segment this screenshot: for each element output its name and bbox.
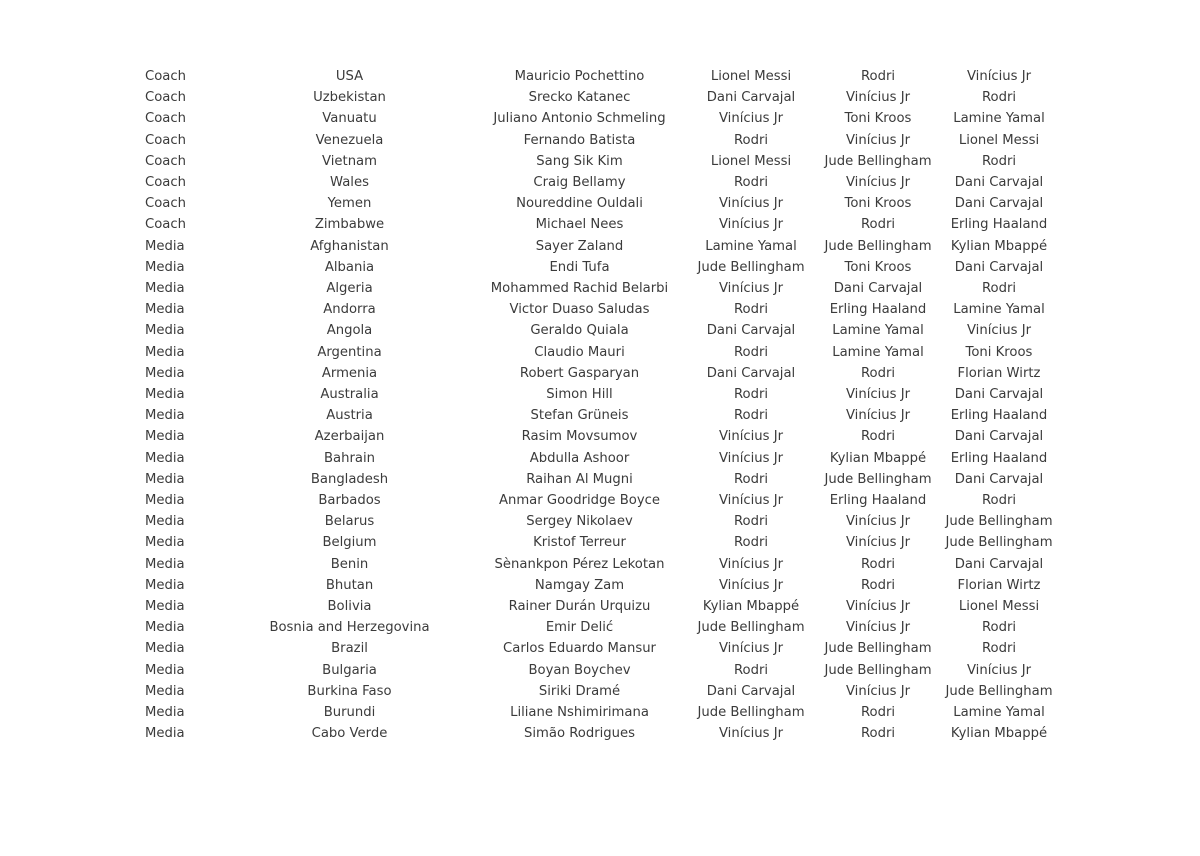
cell-voter: Rainer Durán Urquizu bbox=[508, 599, 651, 615]
cell-role: Coach bbox=[145, 111, 186, 127]
cell-first: Lionel Messi bbox=[710, 69, 792, 84]
cell-second: Dani Carvajal bbox=[833, 281, 923, 297]
cell-third: Dani Carvajal bbox=[954, 429, 1044, 445]
cell-second: Vinícius Jr bbox=[845, 514, 911, 530]
cell-third: Lamine Yamal bbox=[953, 705, 1045, 721]
cell-voter: Sènankpon Pérez Lekotan bbox=[494, 556, 665, 572]
cell-assoc: Bhutan bbox=[325, 577, 374, 593]
cell-assoc: Vietnam bbox=[322, 153, 377, 169]
cell-first: Rodri bbox=[733, 408, 769, 424]
cell-voter: Simon Hill bbox=[546, 387, 613, 403]
cell-third: Florian Wirtz bbox=[957, 365, 1041, 381]
cell-third: Kylian Mbappé bbox=[950, 726, 1048, 742]
cell-second: Toni Kroos bbox=[844, 196, 912, 212]
cell-voter: Raihan Al Mugni bbox=[526, 471, 633, 487]
cell-role: Media bbox=[145, 577, 185, 593]
cell-third: Erling Haaland bbox=[950, 450, 1048, 466]
table-row bbox=[145, 702, 1057, 723]
cell-first: Rodri bbox=[733, 344, 769, 360]
table-row bbox=[145, 384, 1057, 405]
table-row bbox=[145, 617, 1057, 638]
cell-third: Dani Carvajal bbox=[954, 471, 1044, 487]
cell-assoc: Belgium bbox=[322, 535, 377, 551]
cell-third: Kylian Mbappé bbox=[950, 238, 1048, 254]
cell-second: Toni Kroos bbox=[844, 111, 912, 127]
cell-first: Rodri bbox=[733, 387, 769, 403]
cell-second: Rodri bbox=[860, 577, 896, 593]
cell-third: Dani Carvajal bbox=[954, 196, 1044, 212]
cell-role: Media bbox=[145, 726, 185, 742]
cell-second: Jude Bellingham bbox=[824, 471, 932, 487]
cell-assoc: Albania bbox=[324, 259, 375, 275]
cell-third: Dani Carvajal bbox=[954, 556, 1044, 572]
cell-assoc: Bosnia and Herzegovina bbox=[269, 620, 430, 636]
cell-assoc: Australia bbox=[320, 387, 379, 403]
cell-third: Lamine Yamal bbox=[953, 111, 1045, 127]
cell-role: Media bbox=[145, 662, 185, 678]
table-row bbox=[145, 681, 1057, 702]
cell-role: Coach bbox=[145, 69, 186, 84]
cell-voter: Siriki Dramé bbox=[538, 683, 621, 699]
table-row bbox=[145, 214, 1057, 235]
cell-second: Lamine Yamal bbox=[832, 344, 924, 360]
cell-role: Media bbox=[145, 365, 185, 381]
cell-assoc: Belarus bbox=[324, 514, 375, 530]
cell-first: Rodri bbox=[733, 514, 769, 530]
cell-third: Vinícius Jr bbox=[966, 323, 1032, 339]
cell-third: Rodri bbox=[981, 281, 1017, 297]
cell-role: Media bbox=[145, 683, 185, 699]
cell-third: Jude Bellingham bbox=[945, 535, 1053, 551]
cell-role: Media bbox=[145, 471, 185, 487]
cell-second: Rodri bbox=[860, 69, 896, 84]
cell-third: Dani Carvajal bbox=[954, 387, 1044, 403]
cell-third: Erling Haaland bbox=[950, 217, 1048, 233]
cell-role: Media bbox=[145, 599, 185, 615]
cell-assoc: Vanuatu bbox=[322, 111, 377, 127]
cell-voter: Craig Bellamy bbox=[533, 175, 626, 191]
cell-role: Coach bbox=[145, 217, 186, 233]
cell-assoc: Brazil bbox=[331, 641, 368, 657]
cell-second: Rodri bbox=[860, 365, 896, 381]
cell-assoc: Bangladesh bbox=[310, 471, 389, 487]
cell-voter: Srecko Katanec bbox=[528, 90, 631, 106]
cell-voter: Carlos Eduardo Mansur bbox=[503, 641, 656, 657]
cell-voter: Anmar Goodridge Boyce bbox=[498, 493, 661, 509]
cell-second: Rodri bbox=[860, 429, 896, 445]
cell-first: Vinícius Jr bbox=[718, 493, 784, 509]
cell-first: Vinícius Jr bbox=[718, 726, 784, 742]
cell-second: Vinícius Jr bbox=[845, 408, 911, 424]
cell-role: Media bbox=[145, 493, 185, 509]
cell-second: Vinícius Jr bbox=[845, 683, 911, 699]
cell-third: Jude Bellingham bbox=[945, 683, 1053, 699]
cell-third: Toni Kroos bbox=[965, 344, 1033, 360]
cell-role: Media bbox=[145, 281, 185, 297]
cell-second: Jude Bellingham bbox=[824, 153, 932, 169]
cell-first: Rodri bbox=[733, 662, 769, 678]
cell-voter: Rasim Movsumov bbox=[521, 429, 638, 445]
cell-role: Media bbox=[145, 387, 185, 403]
cell-voter: Endi Tufa bbox=[549, 259, 610, 275]
cell-first: Vinícius Jr bbox=[718, 111, 784, 127]
cell-first: Jude Bellingham bbox=[697, 259, 805, 275]
cell-voter: Mauricio Pochettino bbox=[514, 69, 645, 84]
cell-role: Coach bbox=[145, 175, 186, 191]
cell-third: Rodri bbox=[981, 620, 1017, 636]
table-row bbox=[145, 490, 1057, 511]
table-row bbox=[145, 66, 1057, 87]
table-row bbox=[145, 532, 1057, 553]
voting-table-body bbox=[145, 66, 1057, 745]
cell-voter: Sergey Nikolaev bbox=[526, 514, 633, 530]
cell-voter: Geraldo Quiala bbox=[530, 323, 629, 339]
table-row bbox=[145, 575, 1057, 596]
cell-second: Lamine Yamal bbox=[832, 323, 924, 339]
table-row bbox=[145, 257, 1057, 278]
cell-first: Vinícius Jr bbox=[718, 217, 784, 233]
cell-first: Rodri bbox=[733, 535, 769, 551]
cell-voter: Stefan Grüneis bbox=[530, 408, 629, 424]
cell-role: Coach bbox=[145, 90, 186, 106]
cell-role: Media bbox=[145, 535, 185, 551]
cell-role: Media bbox=[145, 450, 185, 466]
cell-second: Vinícius Jr bbox=[845, 387, 911, 403]
cell-assoc: USA bbox=[335, 69, 364, 84]
cell-role: Media bbox=[145, 408, 185, 424]
table-row bbox=[145, 320, 1057, 341]
cell-voter: Fernando Batista bbox=[523, 132, 636, 148]
cell-assoc: Benin bbox=[330, 556, 369, 572]
cell-first: Rodri bbox=[733, 302, 769, 318]
table-row bbox=[145, 130, 1057, 151]
cell-assoc: Barbados bbox=[318, 493, 381, 509]
cell-second: Rodri bbox=[860, 217, 896, 233]
cell-second: Erling Haaland bbox=[829, 493, 927, 509]
table-row bbox=[145, 511, 1057, 532]
cell-role: Coach bbox=[145, 153, 186, 169]
cell-first: Jude Bellingham bbox=[697, 705, 805, 721]
table-row bbox=[145, 299, 1057, 320]
cell-first: Rodri bbox=[733, 175, 769, 191]
cell-second: Vinícius Jr bbox=[845, 175, 911, 191]
cell-voter: Kristof Terreur bbox=[533, 535, 626, 551]
cell-voter: Sayer Zaland bbox=[535, 238, 624, 254]
cell-third: Lionel Messi bbox=[958, 132, 1040, 148]
cell-voter: Robert Gasparyan bbox=[519, 365, 640, 381]
cell-voter: Victor Duaso Saludas bbox=[509, 302, 650, 318]
cell-first: Vinícius Jr bbox=[718, 577, 784, 593]
cell-first: Rodri bbox=[733, 471, 769, 487]
cell-assoc: Azerbaijan bbox=[314, 429, 385, 445]
table-row bbox=[145, 172, 1057, 193]
cell-assoc: Uzbekistan bbox=[313, 90, 386, 106]
cell-second: Vinícius Jr bbox=[845, 132, 911, 148]
cell-role: Media bbox=[145, 429, 185, 445]
cell-role: Media bbox=[145, 556, 185, 572]
cell-role: Media bbox=[145, 344, 185, 360]
cell-assoc: Austria bbox=[326, 408, 373, 424]
cell-first: Dani Carvajal bbox=[706, 683, 796, 699]
cell-assoc: Venezuela bbox=[315, 132, 384, 148]
cell-role: Media bbox=[145, 514, 185, 530]
cell-first: Vinícius Jr bbox=[718, 429, 784, 445]
cell-first: Jude Bellingham bbox=[697, 620, 805, 636]
cell-second: Rodri bbox=[860, 556, 896, 572]
table-row bbox=[145, 151, 1057, 172]
cell-role: Media bbox=[145, 620, 185, 636]
cell-assoc: Burundi bbox=[323, 705, 376, 721]
cell-voter: Mohammed Rachid Belarbi bbox=[490, 281, 669, 297]
cell-third: Rodri bbox=[981, 641, 1017, 657]
table-row bbox=[145, 554, 1057, 575]
cell-voter: Abdulla Ashoor bbox=[529, 450, 630, 466]
cell-role: Media bbox=[145, 238, 185, 254]
cell-third: Rodri bbox=[981, 153, 1017, 169]
cell-third: Vinícius Jr bbox=[966, 662, 1032, 678]
cell-second: Kylian Mbappé bbox=[829, 450, 927, 466]
cell-first: Rodri bbox=[733, 132, 769, 148]
cell-voter: Michael Nees bbox=[535, 217, 624, 233]
table-row bbox=[145, 723, 1057, 744]
cell-assoc: Andorra bbox=[323, 302, 376, 318]
cell-assoc: Yemen bbox=[327, 196, 372, 212]
cell-first: Vinícius Jr bbox=[718, 281, 784, 297]
table-row bbox=[145, 596, 1057, 617]
cell-first: Dani Carvajal bbox=[706, 365, 796, 381]
cell-second: Rodri bbox=[860, 705, 896, 721]
table-row bbox=[145, 193, 1057, 214]
cell-voter: Liliane Nshimirimana bbox=[510, 705, 649, 721]
cell-second: Vinícius Jr bbox=[845, 535, 911, 551]
cell-voter: Boyan Boychev bbox=[528, 662, 631, 678]
cell-role: Media bbox=[145, 323, 185, 339]
table-row bbox=[145, 469, 1057, 490]
cell-second: Vinícius Jr bbox=[845, 90, 911, 106]
cell-second: Rodri bbox=[860, 726, 896, 742]
cell-second: Jude Bellingham bbox=[824, 641, 932, 657]
cell-third: Jude Bellingham bbox=[945, 514, 1053, 530]
cell-third: Lamine Yamal bbox=[953, 302, 1045, 318]
cell-assoc: Algeria bbox=[326, 281, 373, 297]
cell-assoc: Bulgaria bbox=[322, 662, 377, 678]
table-row bbox=[145, 236, 1057, 257]
cell-third: Rodri bbox=[981, 493, 1017, 509]
table-row bbox=[145, 278, 1057, 299]
cell-first: Lionel Messi bbox=[710, 153, 792, 169]
cell-third: Rodri bbox=[981, 90, 1017, 106]
cell-second: Toni Kroos bbox=[844, 259, 912, 275]
cell-voter: Noureddine Ouldali bbox=[516, 196, 643, 212]
cell-voter: Simão Rodrigues bbox=[523, 726, 636, 742]
voting-table bbox=[145, 66, 1057, 745]
table-row bbox=[145, 426, 1057, 447]
cell-third: Dani Carvajal bbox=[954, 175, 1044, 191]
cell-first: Vinícius Jr bbox=[718, 450, 784, 466]
cell-assoc: Armenia bbox=[321, 365, 378, 381]
cell-third: Dani Carvajal bbox=[954, 259, 1044, 275]
cell-voter: Sang Sik Kim bbox=[536, 153, 623, 169]
cell-role: Media bbox=[145, 302, 185, 318]
cell-first: Vinícius Jr bbox=[718, 196, 784, 212]
cell-third: Vinícius Jr bbox=[966, 69, 1032, 84]
cell-assoc: Bolivia bbox=[327, 599, 372, 615]
cell-role: Media bbox=[145, 641, 185, 657]
table-row bbox=[145, 405, 1057, 426]
cell-second: Jude Bellingham bbox=[824, 238, 932, 254]
cell-assoc: Argentina bbox=[317, 344, 382, 360]
cell-role: Media bbox=[145, 705, 185, 721]
cell-second: Vinícius Jr bbox=[845, 599, 911, 615]
cell-third: Erling Haaland bbox=[950, 408, 1048, 424]
cell-second: Vinícius Jr bbox=[845, 620, 911, 636]
table-row bbox=[145, 363, 1057, 384]
cell-role: Coach bbox=[145, 132, 186, 148]
cell-voter: Claudio Mauri bbox=[534, 344, 625, 360]
cell-voter: Juliano Antonio Schmeling bbox=[493, 111, 666, 127]
cell-voter: Emir Delić bbox=[545, 620, 614, 636]
cell-second: Erling Haaland bbox=[829, 302, 927, 318]
cell-assoc: Zimbabwe bbox=[314, 217, 385, 233]
table-row bbox=[145, 638, 1057, 659]
cell-voter: Namgay Zam bbox=[534, 577, 625, 593]
cell-assoc: Burkina Faso bbox=[307, 683, 392, 699]
cell-first: Dani Carvajal bbox=[706, 90, 796, 106]
cell-first: Lamine Yamal bbox=[705, 238, 797, 254]
cell-assoc: Cabo Verde bbox=[311, 726, 388, 742]
cell-first: Dani Carvajal bbox=[706, 323, 796, 339]
cell-third: Lionel Messi bbox=[958, 599, 1040, 615]
table-row bbox=[145, 87, 1057, 108]
cell-assoc: Angola bbox=[326, 323, 373, 339]
cell-assoc: Wales bbox=[330, 175, 369, 191]
cell-first: Vinícius Jr bbox=[718, 641, 784, 657]
cell-first: Kylian Mbappé bbox=[702, 599, 800, 615]
table-row bbox=[145, 342, 1057, 363]
cell-role: Media bbox=[145, 259, 185, 275]
cell-third: Florian Wirtz bbox=[957, 577, 1041, 593]
cell-assoc: Afghanistan bbox=[310, 238, 389, 254]
cell-first: Vinícius Jr bbox=[718, 556, 784, 572]
table-row bbox=[145, 448, 1057, 469]
table-row bbox=[145, 660, 1057, 681]
cell-second: Jude Bellingham bbox=[824, 662, 932, 678]
cell-assoc: Bahrain bbox=[323, 450, 375, 466]
cell-role: Coach bbox=[145, 196, 186, 212]
table-row bbox=[145, 108, 1057, 129]
